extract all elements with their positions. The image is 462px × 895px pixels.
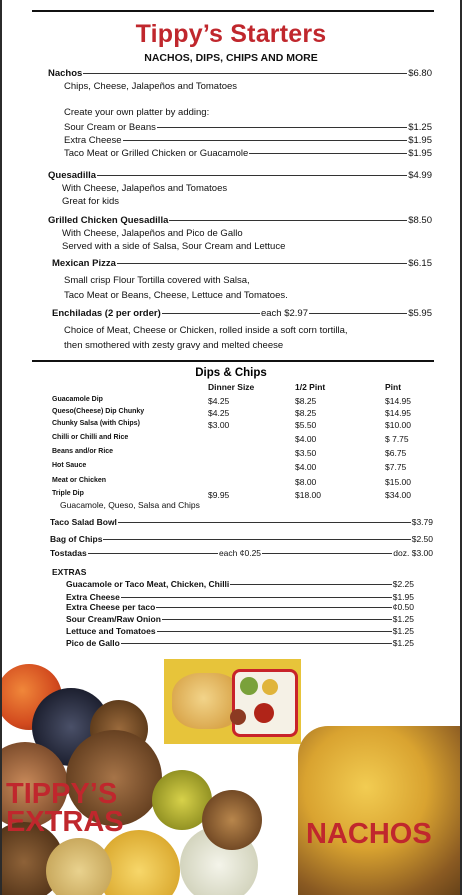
- dip-name: Guacamole Dip: [52, 396, 103, 403]
- menu-item-tostadas: Tostadas each ¢0.25 doz. $3.00: [50, 548, 433, 558]
- header-half-pint: 1/2 Pint: [295, 382, 326, 392]
- dip-dinner-price: $4.25: [208, 408, 230, 418]
- section-divider: [32, 360, 434, 362]
- extra-item: Sour Cream/Raw Onion $1.25: [66, 614, 414, 624]
- grilled-quesadilla-desc: With Cheese, Jalapeños and Pico de Gallo: [62, 228, 243, 239]
- header-pint: Pint: [385, 382, 402, 392]
- dip-half-pint-price: $8.00: [295, 477, 317, 487]
- addon-row: Extra Cheese $1.95: [64, 135, 432, 146]
- dip-half-pint-price: $8.25: [295, 396, 317, 406]
- dip-name: Chunky Salsa (with Chips): [52, 420, 140, 427]
- header-dinner: Dinner Size: [208, 382, 255, 392]
- dip-half-pint-price: $3.50: [295, 448, 317, 458]
- dip-half-pint-price: $5.50: [295, 420, 317, 430]
- dip-name: Beans and/or Rice: [52, 448, 114, 455]
- mexican-pizza-desc: Taco Meat or Beans, Cheese, Lettuce and Tomatoes.: [64, 290, 288, 301]
- extra-item: Pico de Gallo $1.25: [66, 638, 414, 648]
- food-photo-mixed: [202, 790, 262, 850]
- dip-name: Hot Sauce: [52, 462, 87, 469]
- enchiladas-desc: Choice of Meat, Cheese or Chicken, rolled inside a soft corn tortilla,: [64, 325, 348, 336]
- menu-item-enchiladas: Enchiladas (2 per order) each $2.97 $5.95: [52, 308, 432, 319]
- menu-item-mexican-pizza: Mexican Pizza $6.15: [52, 258, 432, 269]
- dip-pint-price: $14.95: [385, 408, 411, 418]
- brand-nachos: NACHOS: [306, 818, 432, 850]
- menu-item-grilled-quesadilla: Grilled Chicken Quesadilla $8.50: [48, 215, 432, 226]
- addon-row: Sour Cream or Beans $1.25: [64, 122, 432, 133]
- grilled-quesadilla-desc: Served with a side of Salsa, Sour Cream and Lettuce: [62, 241, 286, 252]
- triple-dip-note: Guacamole, Queso, Salsa and Chips: [60, 500, 200, 510]
- dip-half-pint-price: $4.00: [295, 434, 317, 444]
- extras-title: EXTRAS: [52, 567, 87, 577]
- extra-item: Extra Cheese per taco ¢0.50: [66, 602, 414, 612]
- mexican-pizza-desc: Small crisp Flour Tortilla covered with Salsa,: [64, 275, 250, 286]
- menu-page: [2, 0, 460, 895]
- dip-pint-price: $34.00: [385, 490, 411, 500]
- dip-name: Chilli or Chilli and Rice: [52, 434, 129, 441]
- menu-item-bag-chips: Bag of Chips $2.50: [50, 534, 433, 544]
- dip-half-pint-price: $18.00: [295, 490, 321, 500]
- nachos-desc: Chips, Cheese, Jalapeños and Tomatoes: [64, 81, 238, 92]
- dip-pint-price: $14.95: [385, 396, 411, 406]
- nachos-photo: [298, 726, 460, 895]
- dip-half-pint-price: $4.00: [295, 462, 317, 472]
- extra-item: Lettuce and Tomatoes $1.25: [66, 626, 414, 636]
- dip-dinner-price: $9.95: [208, 490, 230, 500]
- food-photo-tortilla: [46, 838, 112, 895]
- dips-title: Dips & Chips: [195, 367, 267, 379]
- extra-item: Extra Cheese $1.95: [66, 592, 414, 602]
- quesadilla-note: Great for kids: [62, 196, 120, 207]
- chips-salsa-photo: [164, 659, 301, 744]
- dip-name: Queso(Cheese) Dip Chunky: [52, 408, 145, 415]
- addon-row: Taco Meat or Grilled Chicken or Guacamole $1.95: [64, 148, 432, 159]
- platter-intro: Create your own platter by adding:: [64, 107, 210, 118]
- menu-item-taco-salad: Taco Salad Bowl $3.79: [50, 517, 433, 527]
- brand-extras: TIPPY’S EXTRAS: [6, 778, 124, 838]
- dip-name: Triple Dip: [52, 490, 84, 497]
- enchiladas-desc: then smothered with zesty gravy and melted cheese: [64, 340, 284, 351]
- dip-name: Meat or Chicken: [52, 477, 107, 484]
- page-subtitle: NACHOS, DIPS, CHIPS AND MORE: [144, 52, 318, 64]
- quesadilla-desc: With Cheese, Jalapeños and Tomatoes: [62, 183, 228, 194]
- dip-pint-price: $7.75: [385, 462, 407, 472]
- menu-item-nachos: Nachos $6.80: [48, 68, 432, 79]
- top-divider: [32, 10, 434, 12]
- dip-dinner-price: $4.25: [208, 396, 230, 406]
- page-title: Tippy’s Starters: [135, 20, 327, 48]
- dip-pint-price: $ 7.75: [385, 434, 409, 444]
- dip-pint-price: $6.75: [385, 448, 407, 458]
- dip-pint-price: $10.00: [385, 420, 411, 430]
- dip-dinner-price: $3.00: [208, 420, 230, 430]
- menu-item-quesadilla: Quesadilla $4.99: [48, 170, 432, 181]
- dip-half-pint-price: $8.25: [295, 408, 317, 418]
- dip-pint-price: $15.00: [385, 477, 411, 487]
- extra-item: Guacamole or Taco Meat, Chicken, Chilli $2.25: [66, 579, 414, 589]
